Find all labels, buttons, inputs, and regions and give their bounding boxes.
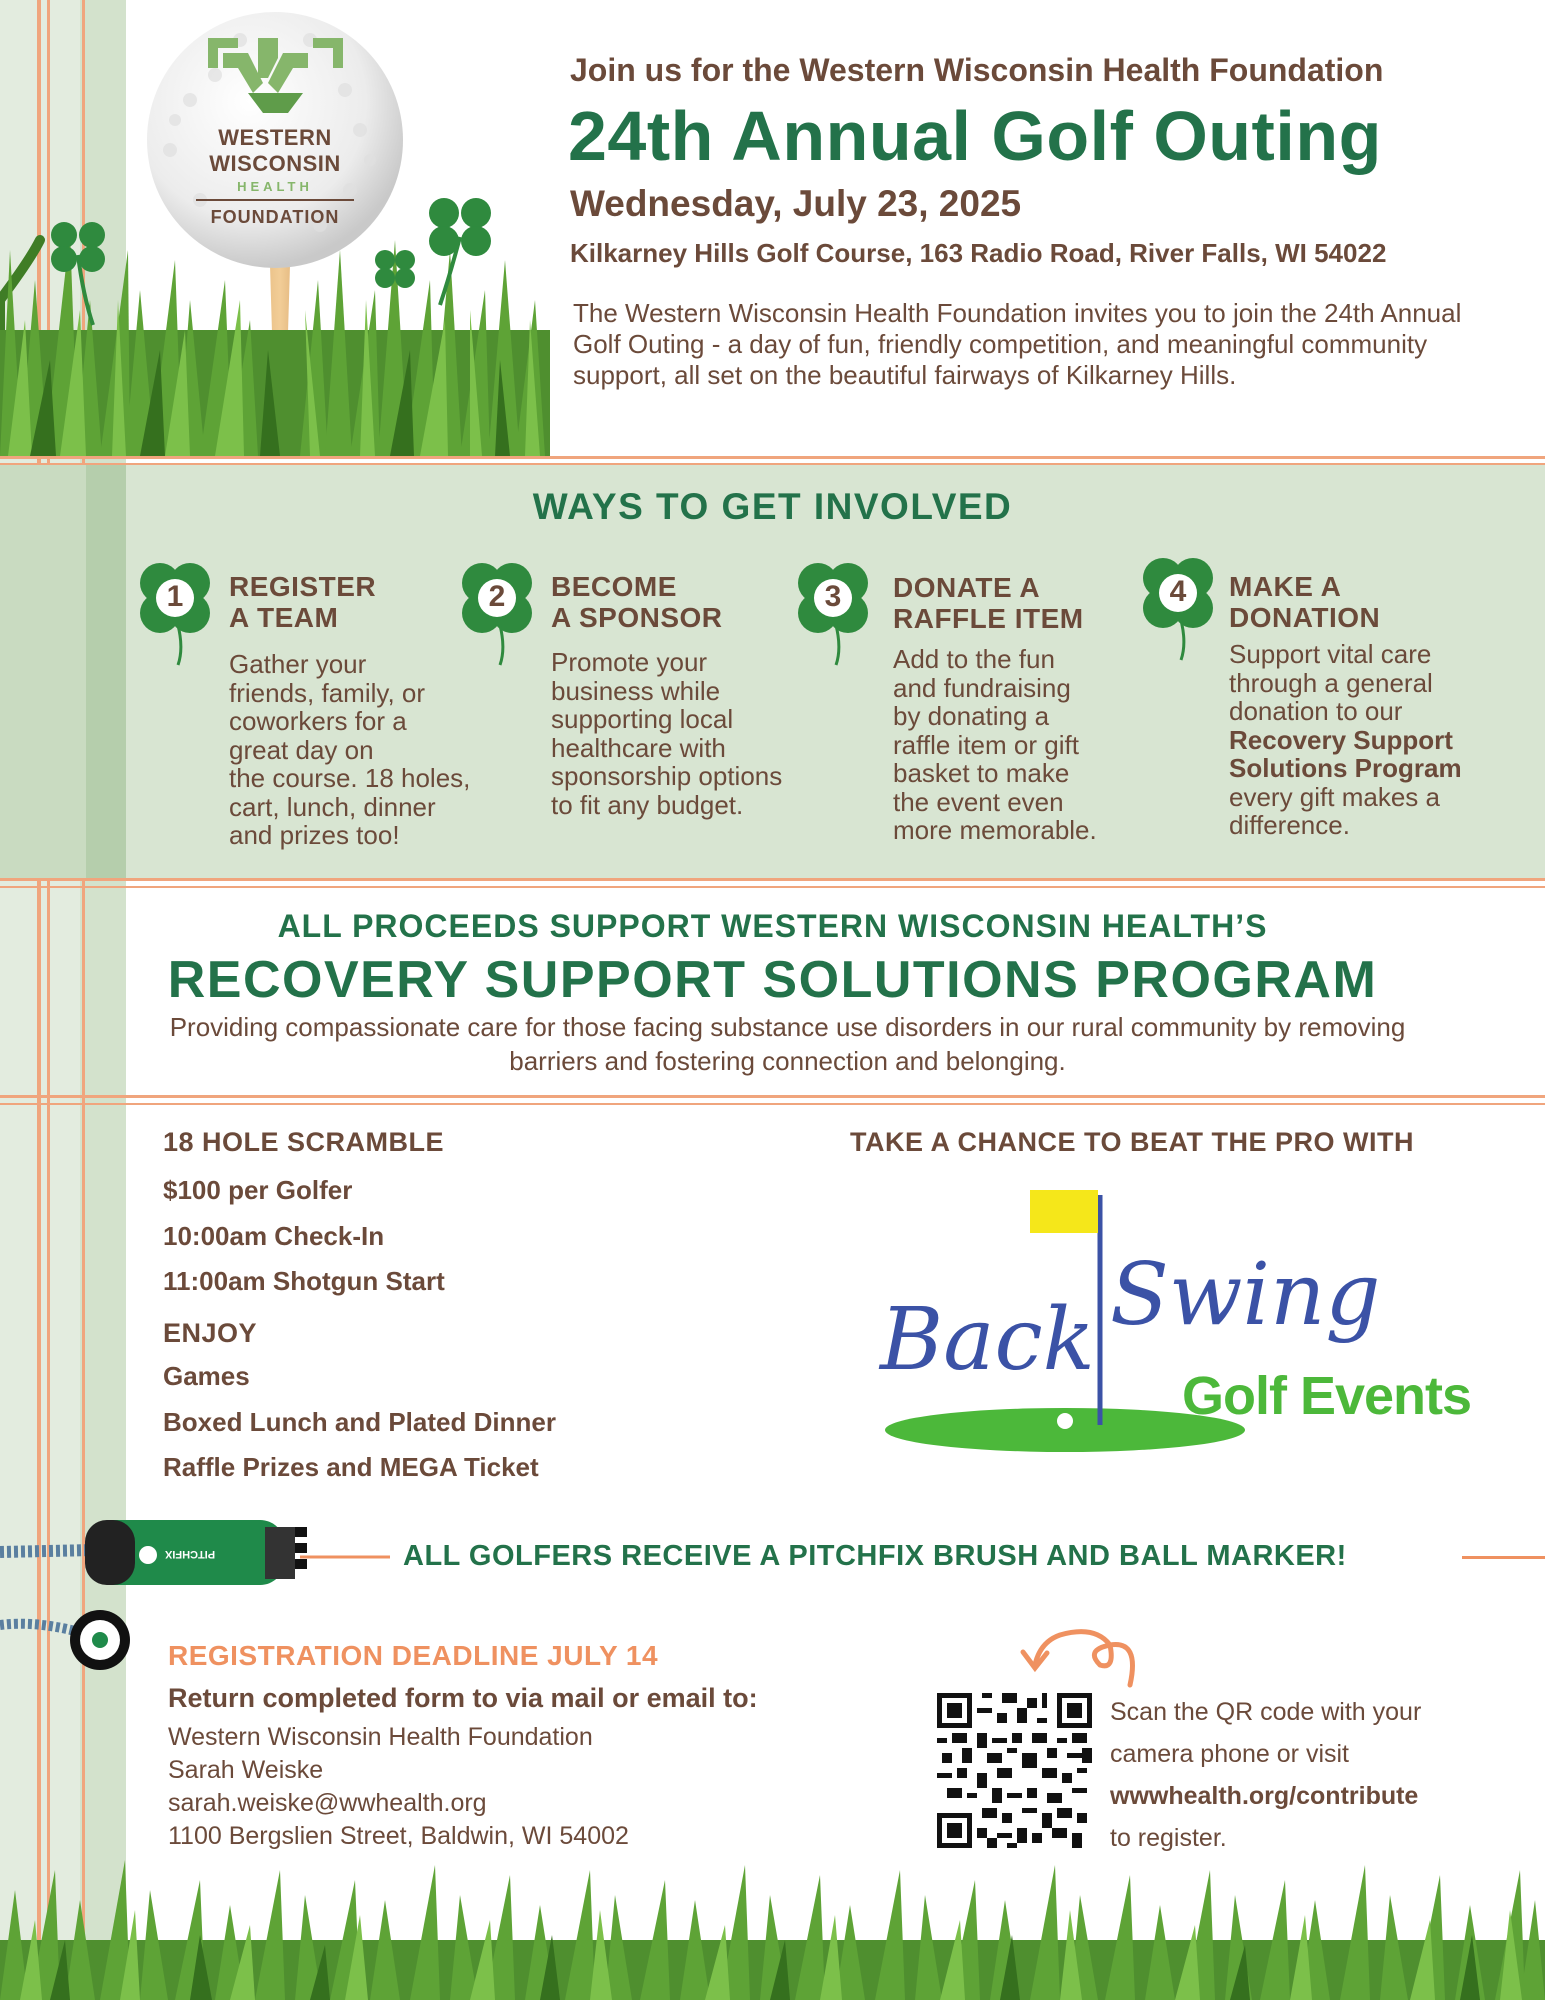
rule-proceeds-bottom <box>0 1095 1545 1098</box>
details-enjoy-item: Boxed Lunch and Plated Dinner <box>163 1407 556 1437</box>
way-item-donation <box>1133 550 1533 850</box>
way-desc-line: supporting local <box>551 704 734 734</box>
way-desc-bold: Recovery Support <box>1229 724 1453 755</box>
way-desc-line: and prizes too! <box>229 820 400 850</box>
details-price: $100 per Golfer <box>163 1175 353 1205</box>
way-desc-line: through a general <box>1229 667 1433 698</box>
details-enjoy-item: Raffle Prizes and MEGA Ticket <box>163 1452 539 1482</box>
registration-return: Return completed form to via mail or email to: <box>168 1683 758 1713</box>
way-desc-line: great day on <box>229 734 374 765</box>
registration-deadline: REGISTRATION DEADLINE JULY 14 <box>168 1640 659 1671</box>
registration-address: 1100 Bergslien Street, Baldwin, WI 54002 <box>168 1822 629 1850</box>
backswing-swing: Swing <box>1110 1245 1381 1345</box>
qr-code[interactable] <box>937 1693 1092 1848</box>
backswing-events: Golf Events <box>1182 1366 1472 1426</box>
way-desc-bold: Solutions Program <box>1229 753 1462 783</box>
way-title-line2: DONATION <box>1229 602 1381 633</box>
rule-proceeds-bottom-2 <box>0 1103 1545 1105</box>
rule-band-bottom-2 <box>0 886 1545 888</box>
way-item-sponsor <box>452 555 842 855</box>
way-desc-line: by donating a <box>893 701 1050 731</box>
header-join: Join us for the Western Wisconsin Health Foundation <box>570 52 1384 88</box>
qr-url[interactable]: wwwhealth.org/contribute <box>1110 1782 1419 1810</box>
logo-line-foundation: FOUNDATION <box>210 207 340 227</box>
way-title-line2: A TEAM <box>229 602 339 633</box>
header-graphic <box>0 0 550 456</box>
way-desc-line: the course. 18 holes, <box>229 763 471 793</box>
logo-line-wisconsin: WISCONSIN <box>209 151 341 176</box>
way-number: 3 <box>824 580 842 613</box>
details-enjoy-heading: ENJOY <box>163 1318 258 1348</box>
way-title-line1: MAKE A <box>1229 571 1342 602</box>
header-title: 24th Annual Golf Outing <box>568 97 1382 175</box>
rule-band-top <box>0 463 1545 465</box>
proceeds-heading: ALL PROCEEDS SUPPORT WESTERN WISCONSIN HEALTH’S <box>277 908 1268 944</box>
details-checkin: 10:00am Check-In <box>163 1221 385 1251</box>
pitchfix-brand: PITCHFIX <box>165 1548 216 1560</box>
bottom-grass <box>0 1850 1545 2000</box>
way-title-line1: BECOME <box>551 571 677 602</box>
way-desc-line: business while <box>551 675 721 706</box>
way-title-line2: RAFFLE ITEM <box>893 603 1084 634</box>
qr-line1: Scan the QR code with your <box>1110 1698 1422 1726</box>
logo-line-health: HEALTH <box>237 179 313 194</box>
rule-band-bottom <box>0 878 1545 881</box>
way-title-line1: REGISTER <box>229 571 377 602</box>
way-desc <box>893 645 1097 845</box>
way-desc-line: Promote your <box>551 647 708 677</box>
details-enjoy-item: Games <box>163 1361 250 1391</box>
way-desc-line: every gift makes a <box>1229 781 1440 812</box>
header-date: Wednesday, July 23, 2025 <box>570 183 1022 224</box>
pitchfix-rule <box>1462 1556 1545 1559</box>
way-desc-line: the event even <box>893 786 1064 817</box>
qr-line2: camera phone or visit <box>1110 1740 1350 1768</box>
rule-top <box>0 456 1545 459</box>
way-item-raffle <box>788 555 1168 855</box>
ways-title: WAYS TO GET INVOLVED <box>532 486 1013 527</box>
registration-email[interactable]: sarah.weiske@wwhealth.org <box>168 1789 487 1817</box>
logo-divider <box>196 199 354 201</box>
way-desc-line: cart, lunch, dinner <box>229 791 436 822</box>
way-number: 2 <box>488 580 506 613</box>
way-desc-line: raffle item or gift <box>893 729 1079 760</box>
backswing-back: Back <box>880 1290 1095 1390</box>
way-desc-line: Support vital care <box>1229 639 1432 669</box>
way-desc-line: more memorable. <box>893 815 1097 845</box>
way-desc-line: friends, family, or <box>229 677 426 708</box>
header-intro: The Western Wisconsin Health Foundation invites you to join the 24th Annual Golf Outing - a day of fun, friendly competition, and meaningful community support, all set on the beautiful fairways of Kilkarney Hills. <box>573 298 1462 390</box>
way-desc-line: sponsorship options <box>551 761 783 791</box>
way-desc-line: coworkers for a <box>229 706 407 736</box>
way-desc-line: healthcare with <box>551 732 726 763</box>
way-desc-line: basket to make <box>893 758 1070 788</box>
pitchfix-message: ALL GOLFERS RECEIVE A PITCHFIX BRUSH AND BALL MARKER! <box>403 1540 1347 1572</box>
way-desc <box>229 650 470 850</box>
way-desc <box>551 648 782 819</box>
way-desc-line: to fit any budget. <box>551 789 744 820</box>
logo-text <box>190 125 360 227</box>
way-number: 1 <box>166 580 184 613</box>
logo-line-western: WESTERN <box>218 125 332 150</box>
registration-contact: Sarah Weiske <box>168 1756 324 1784</box>
registration-org: Western Wisconsin Health Foundation <box>168 1723 593 1751</box>
proceeds-program: RECOVERY SUPPORT SOLUTIONS PROGRAM <box>167 951 1378 1009</box>
way-title-line2: A SPONSOR <box>551 602 723 633</box>
way-desc <box>1229 640 1462 840</box>
way-desc-line: Add to the fun <box>893 644 1055 674</box>
way-desc-line: difference. <box>1229 810 1350 840</box>
qr-arrow-icon <box>1015 1620 1150 1695</box>
way-title-line1: DONATE A <box>893 572 1041 603</box>
qr-line3: to register. <box>1110 1824 1227 1852</box>
details-heading: 18 HOLE SCRAMBLE <box>163 1127 445 1157</box>
way-desc-line: donation to our <box>1229 696 1403 726</box>
way-desc-line: and fundraising <box>893 672 1071 703</box>
details-start: 11:00am Shotgun Start <box>163 1266 445 1296</box>
way-desc-line: Gather your <box>229 649 367 679</box>
header-location: Kilkarney Hills Golf Course, 163 Radio Road, River Falls, WI 54022 <box>570 238 1387 268</box>
pro-heading: TAKE A CHANCE TO BEAT THE PRO WITH <box>850 1127 1414 1157</box>
way-number: 4 <box>1169 575 1187 608</box>
proceeds-description: Providing compassionate care for those facing substance use disorders in our rural community by removing barriers and fostering connection and belonging. <box>169 1012 1406 1076</box>
